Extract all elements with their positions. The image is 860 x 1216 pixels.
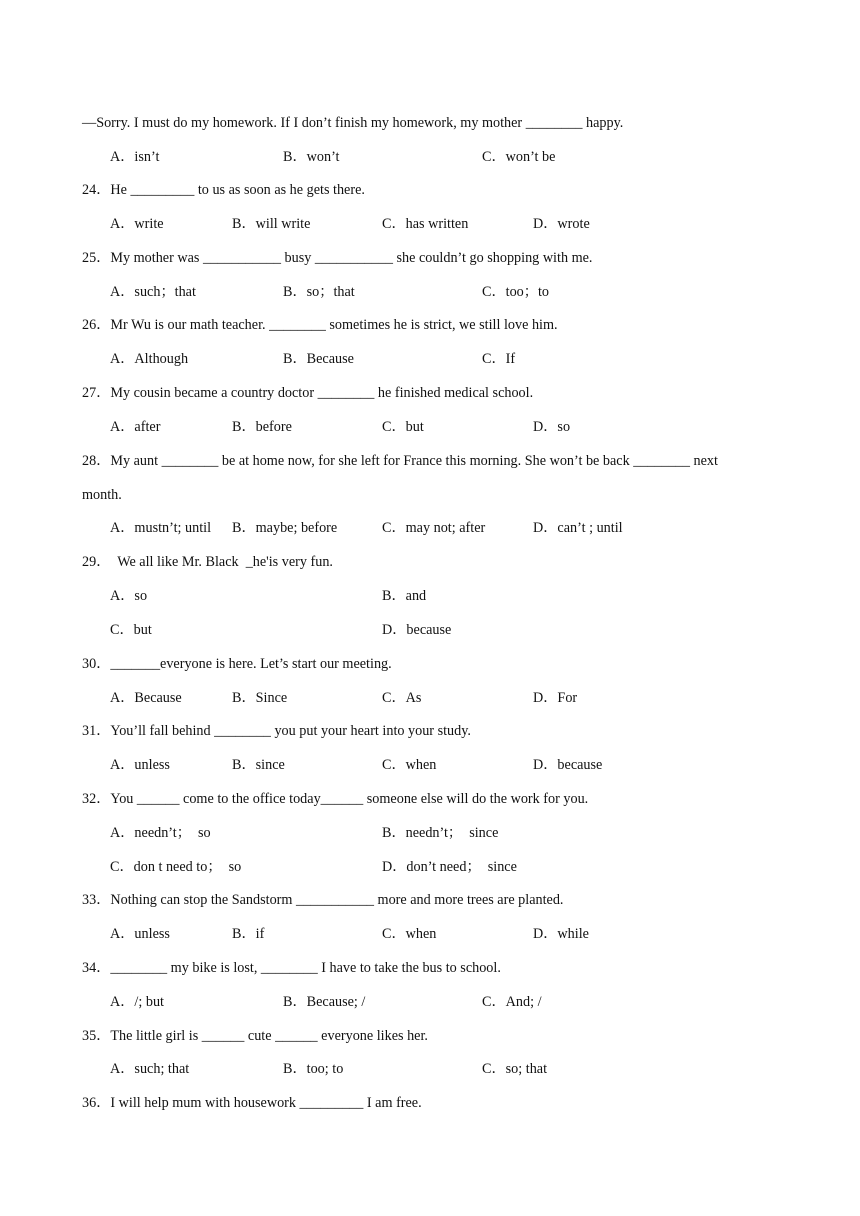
q26-option-c: C．If bbox=[482, 351, 516, 367]
q31-option-c: C．when bbox=[382, 757, 437, 773]
q24-option-a: A．write bbox=[110, 216, 164, 232]
q28-option-c: C．may not; after bbox=[382, 520, 486, 536]
question-26: 26．Mr Wu is our math teacher. ________ sometimes he is strict, we still love him. bbox=[82, 317, 558, 333]
q33-option-b: B．if bbox=[232, 926, 265, 942]
q34-option-c: C．And; / bbox=[482, 994, 542, 1010]
question-30: 30．_______everyone is here. Let’s start our meeting. bbox=[82, 656, 392, 672]
q28-option-b: B．maybe; before bbox=[232, 520, 338, 536]
question-36: 36．I will help mum with housework _________ I am free. bbox=[82, 1095, 422, 1111]
q30-option-c: C．As bbox=[382, 690, 422, 706]
q27-option-b: B．before bbox=[232, 419, 292, 435]
q32-option-a: A．needn’t； so bbox=[110, 825, 211, 841]
q25-option-b: B．so；that bbox=[283, 284, 355, 300]
q29-option-d: D．because bbox=[382, 622, 452, 638]
q35-option-b: B．too; to bbox=[283, 1061, 344, 1077]
question-33: 33．Nothing can stop the Sandstorm ___________ more and more trees are planted. bbox=[82, 892, 564, 908]
q30-option-a: A．Because bbox=[110, 690, 182, 706]
q26-option-b: B．Because bbox=[283, 351, 354, 367]
q29-option-a: A．so bbox=[110, 588, 148, 604]
question-28-continued: month. bbox=[82, 487, 122, 503]
q24-option-b: B．will write bbox=[232, 216, 311, 232]
q32-option-b: B．needn’t； since bbox=[382, 825, 499, 841]
q30-option-d: D．For bbox=[533, 690, 578, 706]
q27-option-c: C．but bbox=[382, 419, 424, 435]
q30-option-b: B．Since bbox=[232, 690, 288, 706]
q28-option-d: D．can’t ; until bbox=[533, 520, 623, 536]
q33-option-d: D．while bbox=[533, 926, 589, 942]
q28-option-a: A．mustn’t; until bbox=[110, 520, 212, 536]
q35-option-c: C．so; that bbox=[482, 1061, 548, 1077]
q23-option-a: A．isn’t bbox=[110, 149, 160, 165]
q23-option-c: C．won’t be bbox=[482, 149, 556, 165]
question-29: 29． We all like Mr. Black _he'is very fun. bbox=[82, 554, 333, 570]
question-32: 32．You ______ come to the office today______ someone else will do the work for you. bbox=[82, 791, 589, 807]
q31-option-b: B．since bbox=[232, 757, 285, 773]
q25-option-a: A．such；that bbox=[110, 284, 196, 300]
q24-option-c: C．has written bbox=[382, 216, 469, 232]
q34-option-b: B．Because; / bbox=[283, 994, 366, 1010]
q25-option-c: C．too；to bbox=[482, 284, 550, 300]
q24-option-d: D．wrote bbox=[533, 216, 590, 232]
q27-option-d: D．so bbox=[533, 419, 571, 435]
q32-option-d: D．don’t need； since bbox=[382, 859, 517, 875]
question-34: 34．________ my bike is lost, ________ I have to take the bus to school. bbox=[82, 960, 501, 976]
question-23-stem: —Sorry. I must do my homework. If I don’t finish my homework, my mother ________ happy. bbox=[82, 115, 624, 131]
q29-option-c: C．but bbox=[110, 622, 152, 638]
question-31: 31．You’ll fall behind ________ you put your heart into your study. bbox=[82, 723, 471, 739]
question-24: 24．He _________ to us as soon as he gets there. bbox=[82, 182, 365, 198]
q34-option-a: A．/; but bbox=[110, 994, 164, 1010]
q29-option-b: B．and bbox=[382, 588, 427, 604]
q31-option-a: A．unless bbox=[110, 757, 170, 773]
question-28: 28．My aunt ________ be at home now, for she left for France this morning. She won’t be back ________ next bbox=[82, 453, 718, 469]
q33-option-a: A．unless bbox=[110, 926, 170, 942]
question-27: 27．My cousin became a country doctor ________ he finished medical school. bbox=[82, 385, 534, 401]
question-35: 35．The little girl is ______ cute ______ everyone likes her. bbox=[82, 1028, 428, 1044]
q26-option-a: A．Although bbox=[110, 351, 189, 367]
q33-option-c: C．when bbox=[382, 926, 437, 942]
q35-option-a: A．such; that bbox=[110, 1061, 190, 1077]
question-25: 25．My mother was ___________ busy ___________ she couldn’t go shopping with me. bbox=[82, 250, 593, 266]
q27-option-a: A．after bbox=[110, 419, 161, 435]
q31-option-d: D．because bbox=[533, 757, 603, 773]
q23-option-b: B．won’t bbox=[283, 149, 340, 165]
q32-option-c: C．don t need to； so bbox=[110, 859, 242, 875]
